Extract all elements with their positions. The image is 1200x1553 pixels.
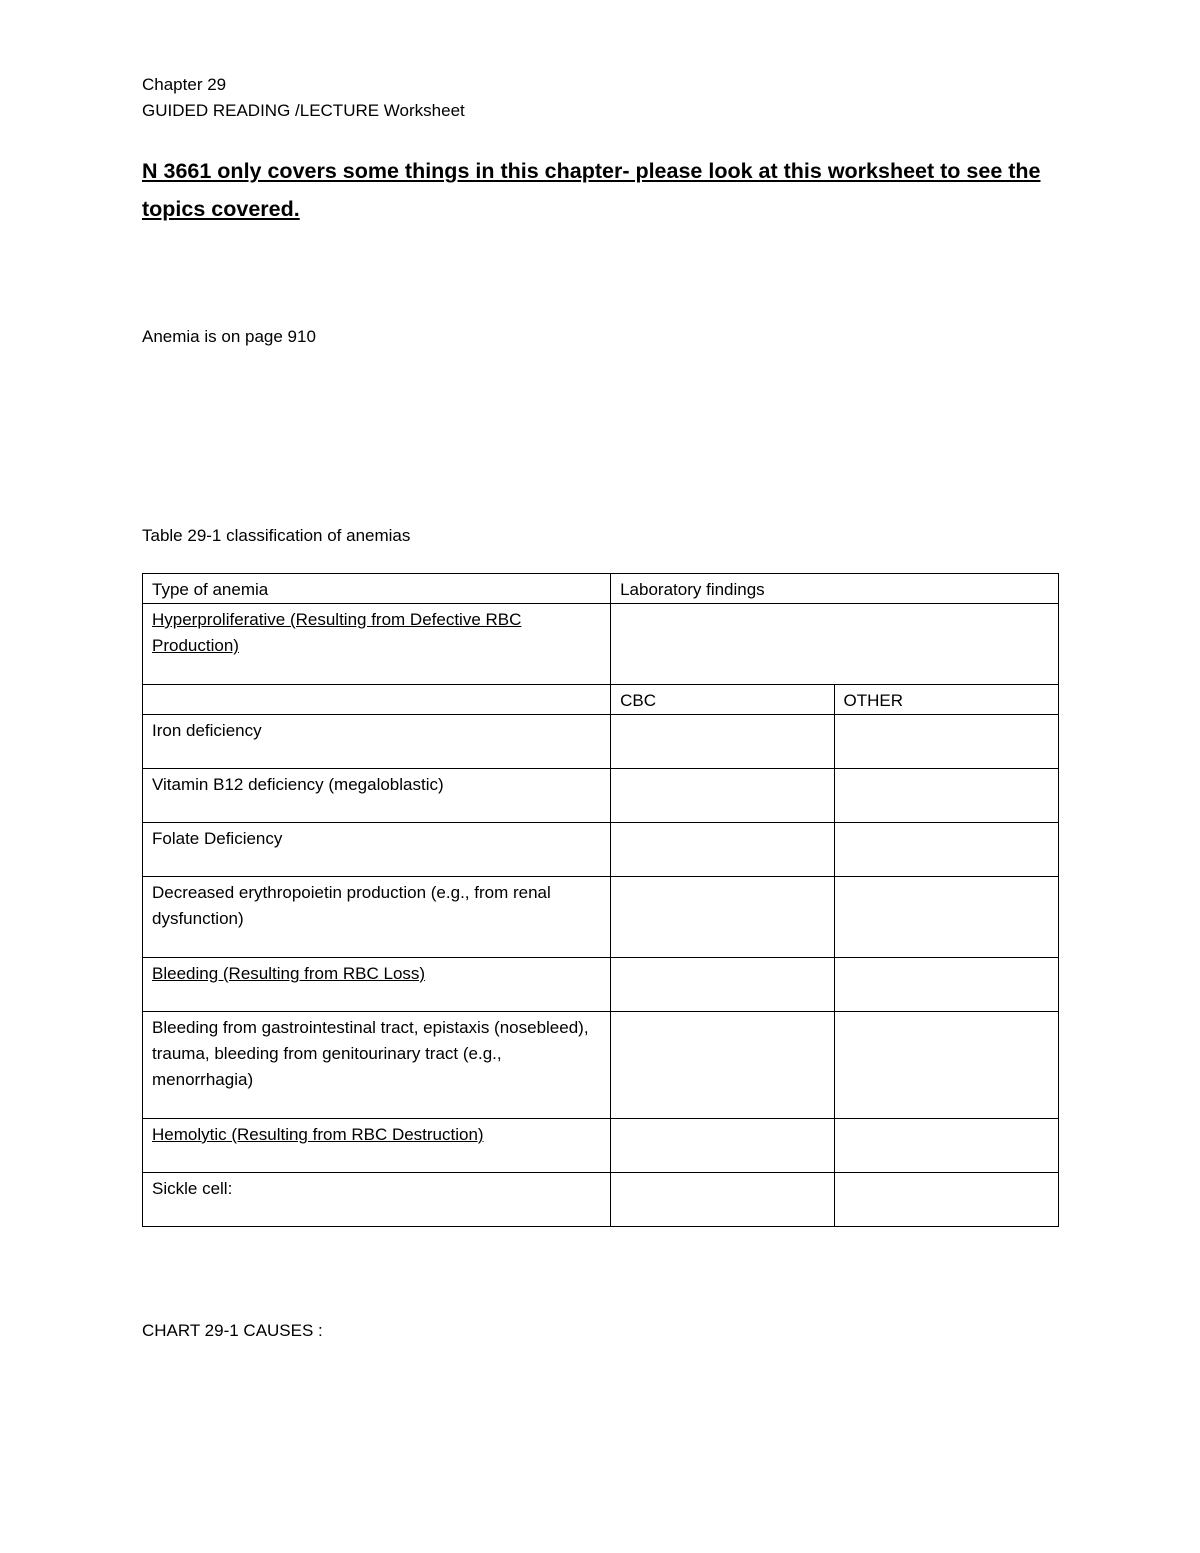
cbc-cell[interactable] [611, 823, 834, 877]
section-bleeding: Bleeding (Resulting from RBC Loss) [143, 958, 611, 1012]
other-cell[interactable] [834, 823, 1059, 877]
header-laboratory-findings: Laboratory findings [611, 574, 1059, 604]
row-label: Sickle cell: [143, 1173, 611, 1227]
other-cell[interactable] [834, 1173, 1059, 1227]
row-label: Vitamin B12 deficiency (megaloblastic) [143, 769, 611, 823]
other-cell[interactable] [834, 715, 1059, 769]
coverage-notice: N 3661 only covers some things in this chapter- please look at this worksheet to see the topics covered. [142, 159, 1041, 221]
table-row [143, 1012, 1059, 1119]
cbc-cell[interactable] [611, 877, 834, 958]
header-type-of-anemia: Type of anemia [143, 574, 611, 604]
other-cell[interactable] [834, 958, 1059, 1012]
table-caption: Table 29-1 classification of anemias [142, 526, 411, 545]
findings-cell[interactable] [611, 604, 1059, 685]
chart-causes-label: CHART 29-1 CAUSES : [142, 1321, 323, 1340]
table-row [143, 1173, 1059, 1227]
table-header-row [143, 574, 1059, 604]
cbc-cell[interactable] [611, 715, 834, 769]
cbc-cell[interactable] [611, 1012, 834, 1119]
anemia-page-note: Anemia is on page 910 [142, 327, 316, 346]
empty-cell [143, 685, 611, 715]
cbc-cell[interactable] [611, 1119, 834, 1173]
other-cell[interactable] [834, 1119, 1059, 1173]
row-label: Iron deficiency [143, 715, 611, 769]
row-label: Decreased erythropoietin production (e.g., from renal dysfunction) [143, 877, 611, 958]
table-row [143, 715, 1059, 769]
table-row [143, 958, 1059, 1012]
other-cell[interactable] [834, 769, 1059, 823]
row-label: Folate Deficiency [143, 823, 611, 877]
table-row [143, 823, 1059, 877]
other-cell[interactable] [834, 1012, 1059, 1119]
cbc-cell[interactable] [611, 1173, 834, 1227]
cbc-cell[interactable] [611, 958, 834, 1012]
section-hemolytic: Hemolytic (Resulting from RBC Destruction) [143, 1119, 611, 1173]
row-label: Bleeding from gastrointestinal tract, epistaxis (nosebleed), trauma, bleeding from genitourinary tract (e.g., menorrhagia) [143, 1012, 611, 1119]
table-row [143, 877, 1059, 958]
subheader-row [143, 685, 1059, 715]
table-row [143, 1119, 1059, 1173]
table-row [143, 604, 1059, 685]
subheader-other: OTHER [834, 685, 1059, 715]
cbc-cell[interactable] [611, 769, 834, 823]
worksheet-subtitle: GUIDED READING /LECTURE Worksheet [142, 101, 465, 120]
subheader-cbc: CBC [611, 685, 834, 715]
table-row [143, 769, 1059, 823]
section-hyperproliferative: Hyperproliferative (Resulting from Defective RBC Production) [143, 604, 611, 685]
anemia-classification-table [142, 573, 1059, 1227]
other-cell[interactable] [834, 877, 1059, 958]
chapter-label: Chapter 29 [142, 75, 227, 94]
